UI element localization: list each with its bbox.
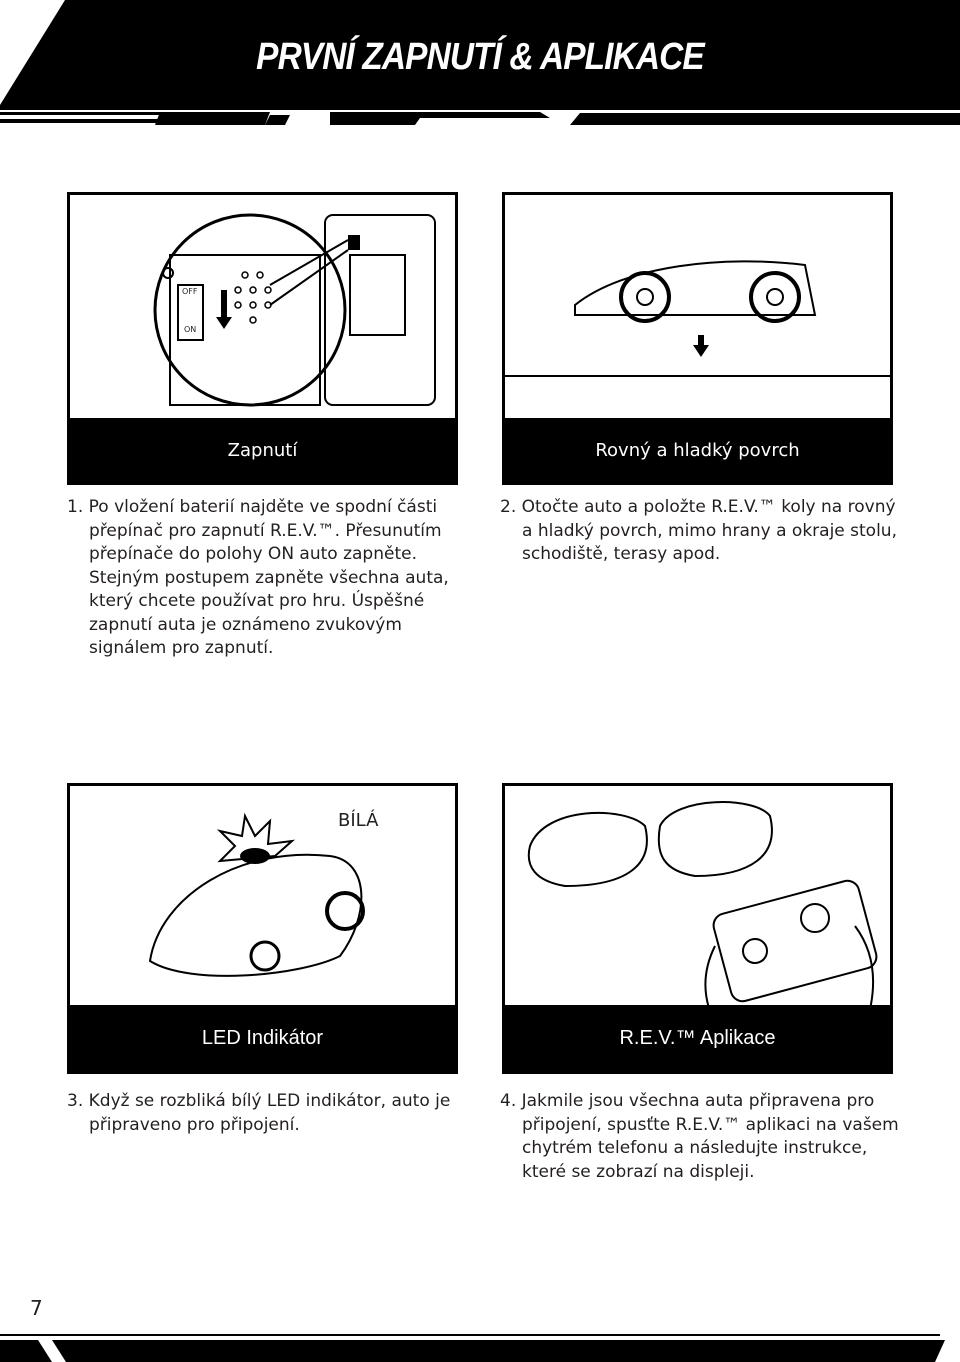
page-number: 7 — [30, 1296, 43, 1320]
panel-caption: Rovný a hladký povrch — [505, 418, 890, 482]
step-3-text: 3. Když se rozbliká bílý LED indikátor, auto je připraveno pro připojení. — [67, 1091, 451, 1135]
step-4-text: 4. Jakmile jsou všechna auta připravena pro připojení, spusťte R.E.V.™ aplikaci na vašem chytrém telefonu a následujte instrukce, které se zobrazí na displeji. — [500, 1091, 899, 1182]
step-2-text: 2. Otočte auto a položte R.E.V.™ koly na rovný a hladký povrch, mimo hrany a okraje stolu, schodiště, terasy apod. — [500, 497, 897, 564]
panel-caption: LED Indikátor — [70, 1005, 455, 1071]
panel-app — [502, 783, 893, 1074]
panel-flat-surface — [502, 192, 893, 485]
led-color-label: BÍLÁ — [338, 810, 379, 831]
switch-off-label: OFF — [182, 287, 198, 296]
switch-on-label: ON — [184, 325, 197, 334]
footer-banner — [0, 1330, 960, 1362]
panel-caption: Zapnutí — [70, 418, 455, 482]
panel-power-on — [67, 192, 458, 485]
panel-led-indicator — [67, 783, 458, 1074]
step-1-text: 1. Po vložení baterií najděte ve spodní části přepínač pro zapnutí R.E.V.™. Přesunutím přepínače do polohy ON auto zapněte. Stejným postupem zapněte všechna auta, který chcete používat pro hru. Úspěšné zapnutí auta je oznámeno zvukovým signálem pro zapnutí. — [67, 497, 449, 658]
page-title: PRVNÍ ZAPNUTÍ & APLIKACE — [256, 36, 704, 78]
panel-caption: R.E.V.™ Aplikace — [505, 1005, 890, 1071]
